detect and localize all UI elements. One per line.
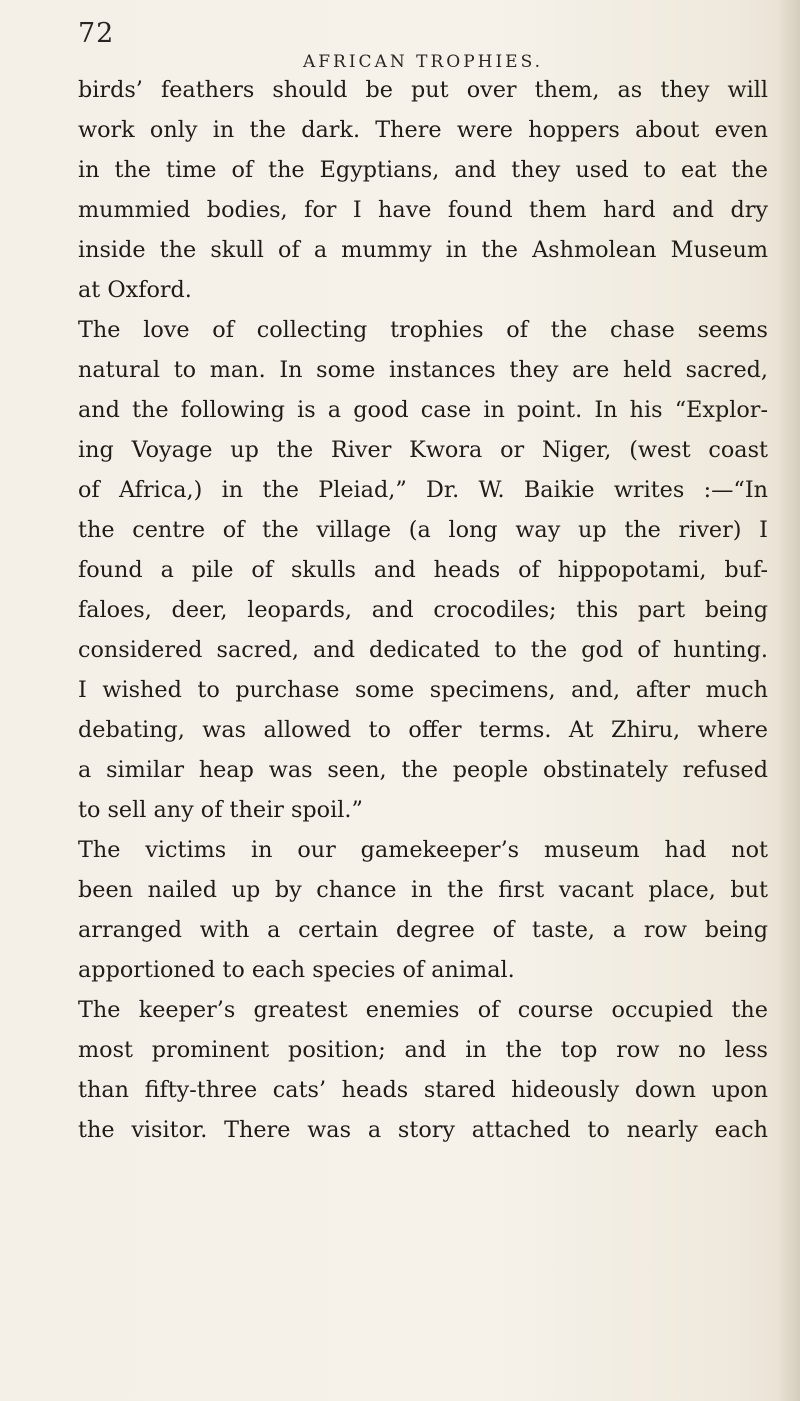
text-line: mummied bodies, for I have found them hard and dry [78, 197, 768, 223]
text-line: arranged with a certain degree of taste, a row being [78, 917, 768, 943]
text-line: to sell any of their spoil.” [78, 797, 363, 823]
body-text [78, 70, 768, 1150]
text-line: inside the skull of a mummy in the Ashmolean Museum [78, 237, 768, 263]
running-head: AFRICAN TROPHIES. [302, 52, 544, 72]
text-line: at Oxford. [78, 277, 192, 303]
text-line: in the time of the Egyptians, and they used to eat the [78, 157, 768, 183]
text-line: apportioned to each species of animal. [78, 957, 515, 983]
text-line: The victims in our gamekeeper’s museum had not [78, 837, 768, 863]
text-line: of Africa,) in the Pleiad,” Dr. W. Baikie writes :—“In [78, 477, 768, 503]
text-line: most prominent position; and in the top row no less [78, 1037, 768, 1063]
page-header [78, 18, 768, 72]
text-line: birds’ feathers should be put over them, as they will [78, 77, 768, 103]
paragraph [78, 990, 768, 1150]
text-line: and the following is a good case in point. In his “Explor- [78, 397, 768, 423]
page-edge-shadow [778, 0, 800, 1401]
text-line: the centre of the village (a long way up the river) I [78, 517, 768, 543]
text-line: the visitor. There was a story attached to nearly each [78, 1117, 768, 1143]
page-number: 72 [78, 18, 115, 49]
paragraph [78, 310, 768, 830]
text-line: I wished to purchase some specimens, and, after much [78, 677, 768, 703]
text-line: The love of collecting trophies of the chase seems [78, 317, 768, 343]
text-line: faloes, deer, leopards, and crocodiles; this part being [78, 597, 768, 623]
text-line: debating, was allowed to offer terms. At Zhiru, where [78, 717, 768, 743]
text-line: The keeper’s greatest enemies of course occupied the [78, 997, 768, 1023]
text-line: been nailed up by chance in the first vacant place, but [78, 877, 768, 903]
text-line: considered sacred, and dedicated to the god of hunting. [78, 637, 768, 663]
text-line: a similar heap was seen, the people obstinately refused [78, 757, 768, 783]
text-line: ing Voyage up the River Kwora or Niger, (west coast [78, 437, 768, 463]
text-line: than fifty-three cats’ heads stared hideously down upon [78, 1077, 768, 1103]
text-line: work only in the dark. There were hoppers about even [78, 117, 768, 143]
paragraph [78, 70, 768, 310]
text-line: found a pile of skulls and heads of hippopotami, buf- [78, 557, 768, 583]
paragraph [78, 830, 768, 990]
text-line: natural to man. In some instances they are held sacred, [78, 357, 768, 383]
